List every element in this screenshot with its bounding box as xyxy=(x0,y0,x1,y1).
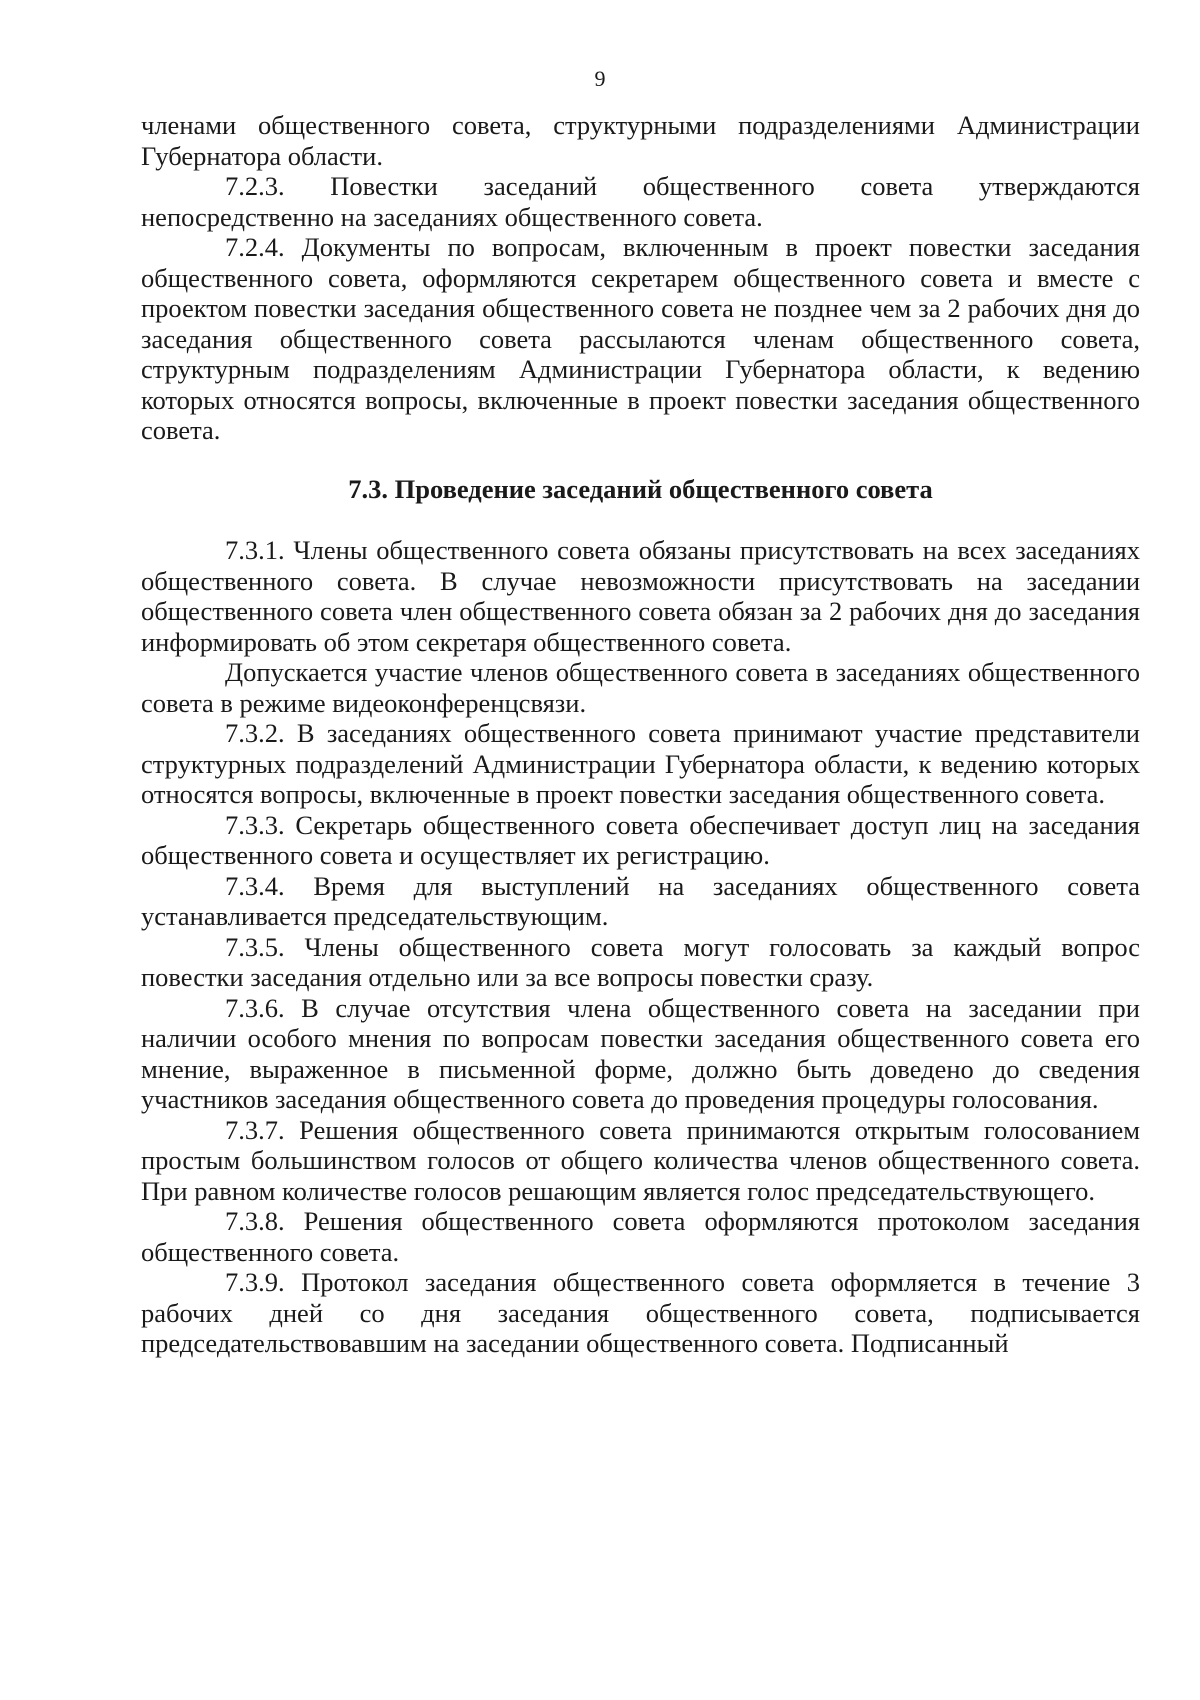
document-body xyxy=(141,110,1140,1359)
paragraph-7-3-2: 7.3.2. В заседаниях общественного совета принимают участие представители структурных подразделений Администрации Губернатора области, к ведению которых относятся вопросы, включенные в проект повестки заседания общественного совета. xyxy=(141,718,1140,809)
paragraph-7-3-7: 7.3.7. Решения общественного совета принимаются открытым голосованием простым большинством голосов от общего количества членов общественного совета. При равном количестве голосов решающим является голос председательствующего. xyxy=(141,1114,1140,1206)
paragraph-7-2-4: 7.2.4. Документы по вопросам, включенным в проект повестки заседания общественного совета, оформляются секретарем общественного совета и вместе с проектом повестки заседания общественного совета не позднее чем за 2 рабочих дня до заседания общественного совета рассылаются членам общественного совета, структурным подразделениям Администрации Губернатора области, к ведению которых относятся вопросы, включенные в проект повестки заседания общественного совета. xyxy=(141,232,1140,445)
paragraph-7-3-5: 7.3.5. Члены общественного совета могут голосовать за каждый вопрос повестки заседания отдельно или за все вопросы повестки сразу. xyxy=(141,931,1140,992)
paragraph-7-3-3: 7.3.3. Секретарь общественного совета обеспечивает доступ лиц на заседания общественного совета и осуществляет их регистрацию. xyxy=(141,809,1140,870)
paragraph-7-3-4: 7.3.4. Время для выступлений на заседаниях общественного совета устанавливается председательствующим. xyxy=(141,870,1140,931)
paragraph-7-3-6: 7.3.6. В случае отсутствия члена общественного совета на заседании при наличии особого мнения по вопросам повестки заседания общественного совета его мнение, выраженное в письменной форме, должно быть доведено до сведения участников заседания общественного совета до проведения процедуры голосования. xyxy=(141,992,1140,1114)
paragraph-7-2-3: 7.2.3. Повестки заседаний общественного совета утверждаются непосредственно на заседаниях общественного совета. xyxy=(141,171,1140,232)
paragraph-7-3-9: 7.3.9. Протокол заседания общественного совета оформляется в течение 3 рабочих дней со дня заседания общественного совета, подписывается председательствовавшим на заседании общественного совета. Подписанный xyxy=(141,1267,1140,1358)
paragraph-7-3-8: 7.3.8. Решения общественного совета оформляются протоколом заседания общественного совета. xyxy=(141,1206,1140,1267)
paragraph: членами общественного совета, структурными подразделениями Администрации Губернатора области. xyxy=(141,110,1140,171)
paragraph-7-3-1: 7.3.1. Члены общественного совета обязаны присутствовать на всех заседаниях общественного совета. В случае невозможности присутствовать на заседании общественного совета член общественного совета обязан за 2 рабочих дня до заседания информировать об этом секретаря общественного совета. xyxy=(141,535,1140,657)
section-title: 7.3. Проведение заседаний общественного совета xyxy=(348,473,933,504)
page-number: 9 xyxy=(594,66,606,91)
paragraph-videoconference: Допускается участие членов общественного совета в заседаниях общественного совета в режиме видеоконференцсвязи. xyxy=(141,657,1140,718)
